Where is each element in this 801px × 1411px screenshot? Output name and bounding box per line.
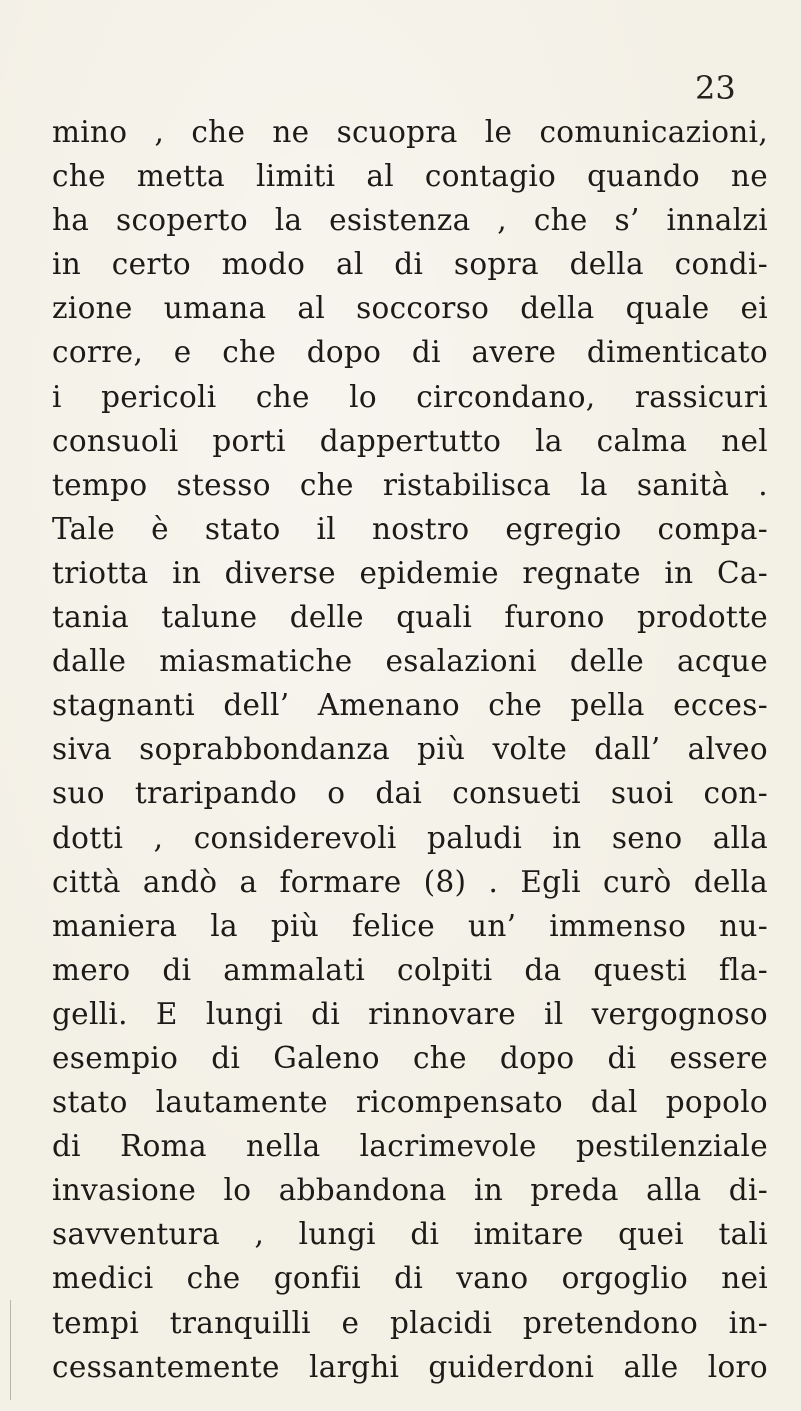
text-line: siva soprabbondanza più volte dall’ alveo (52, 732, 768, 767)
text-line: suo traripando o dai consueti suoi con- (52, 776, 768, 811)
text-line: mino , che ne scuopra le comunicazioni, (52, 115, 768, 149)
text-line: Tale è stato il nostro egregio compa- (52, 511, 768, 546)
text-line: stagnanti dell’ Amenano che pella ecces- (52, 688, 768, 723)
text-line: zione umana al soccorso della quale ei (52, 291, 768, 326)
text-line: consuoli porti dappertutto la calma nel (52, 423, 768, 458)
text-line: corre, e che dopo di avere dimenticato (52, 335, 768, 370)
page-edge-mark (10, 1300, 11, 1400)
text-line: invasione lo abbandona in preda alla di- (52, 1173, 768, 1208)
text-line: maniera la più felice un’ immenso nu- (52, 908, 768, 943)
text-line: città andò a formare (8) . Egli curò della (52, 864, 768, 899)
text-line: di Roma nella lacrimevole pestilenziale (52, 1129, 768, 1164)
text-line: i pericoli che lo circondano, rassicuri (52, 379, 768, 414)
text-line: mero di ammalati colpiti da questi fla- (52, 952, 768, 987)
text-line: triotta in diverse epidemie regnate in Ca- (52, 555, 768, 590)
text-line: stato lautamente ricompensato dal popolo (52, 1085, 768, 1120)
body-text (52, 110, 768, 1389)
text-line: medici che gonfii di vano orgoglio nei (52, 1261, 768, 1296)
text-line: dotti , considerevoli paludi in seno alla (52, 820, 768, 855)
page-number: 23 (695, 69, 736, 107)
text-line: tania talune delle quali furono prodotte (52, 600, 768, 635)
text-line: ha scoperto la esistenza , che s’ innalzi (52, 203, 768, 238)
text-line: dalle miasmatiche esalazioni delle acque (52, 644, 768, 679)
text-line: gelli. E lungi di rinnovare il vergognoso (52, 996, 768, 1031)
text-line: tempi tranquilli e placidi pretendono in- (52, 1305, 768, 1340)
text-line: savventura , lungi di imitare quei tali (52, 1217, 768, 1252)
text-line: che metta limiti al contagio quando ne (52, 159, 768, 194)
text-line: tempo stesso che ristabilisca la sanità . (52, 467, 768, 502)
text-line: esempio di Galeno che dopo di essere (52, 1040, 768, 1075)
text-line: cessantemente larghi guiderdoni alle loro (52, 1349, 768, 1384)
text-line: in certo modo al di sopra della condi- (52, 247, 768, 282)
